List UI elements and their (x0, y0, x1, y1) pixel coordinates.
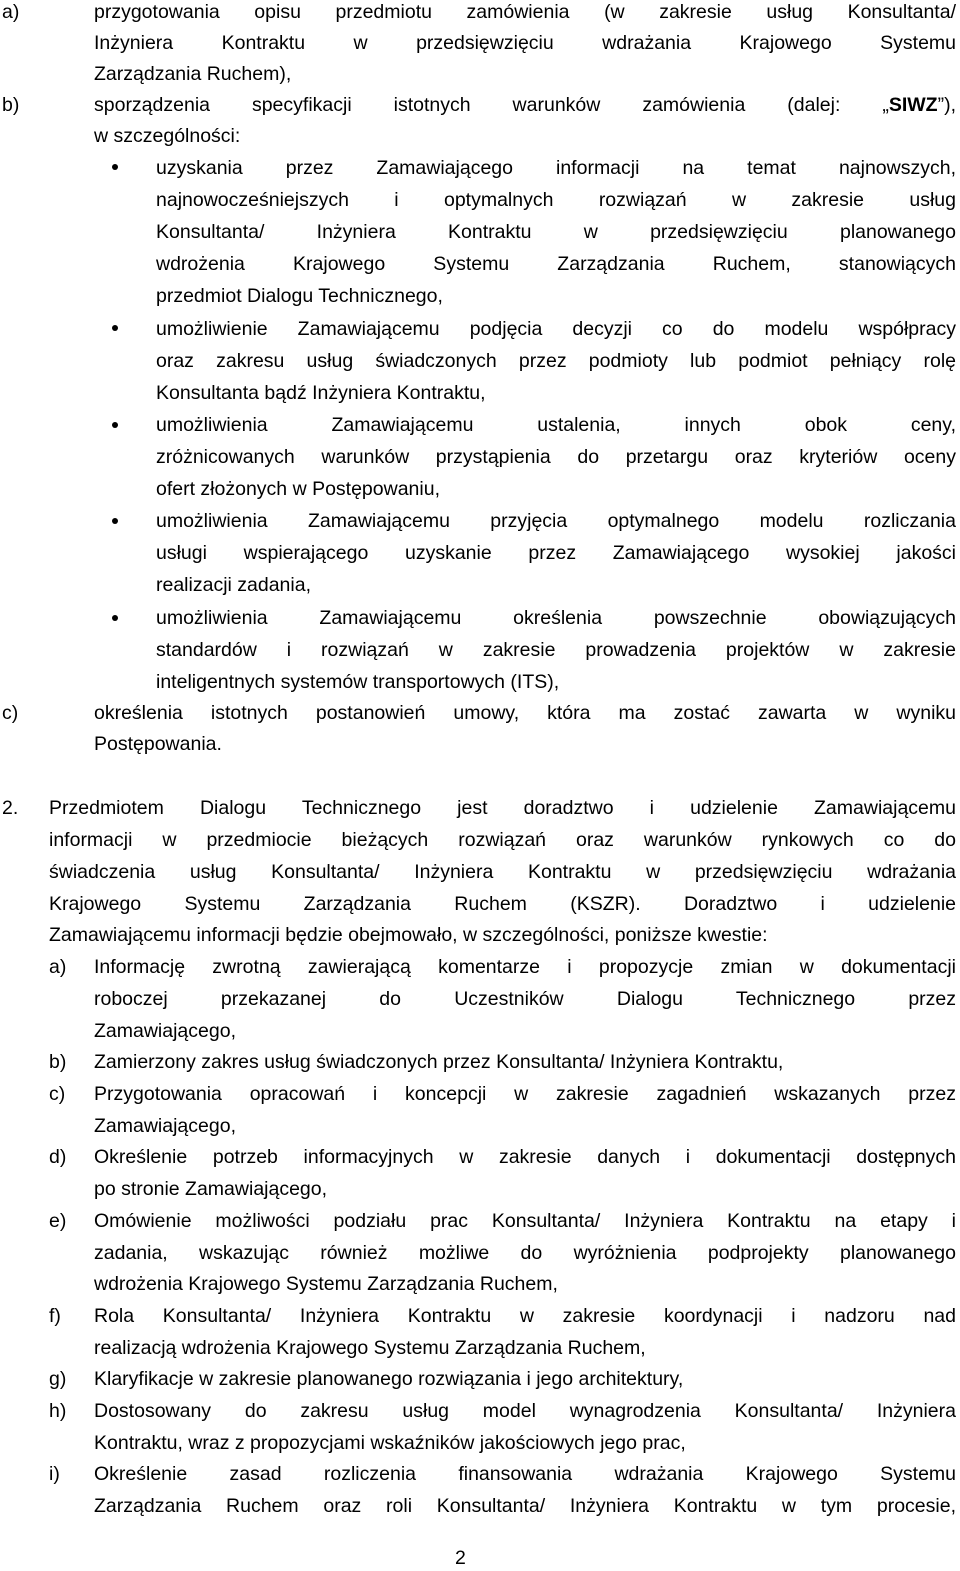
text-line: Krajowego Systemu Zarządzania Ruchem (KSZR). Doradztwo i udzielenie (49, 893, 956, 915)
bullet-icon (112, 615, 118, 621)
bullet-icon (112, 325, 118, 331)
text-line: wdrożenia Krajowego Systemu Zarządzania Ruchem, stanowiących (156, 253, 956, 275)
text-line: w szczególności: (94, 125, 241, 147)
list-label: b) (2, 94, 20, 116)
text-line: określenia istotnych postanowień umowy, która ma zostać zawarta w wyniku (94, 702, 956, 724)
text-line: oraz zakresu usług świadczonych przez podmioty lub podmiot pełniący rolę (156, 350, 956, 372)
text-line: standardów i rozwiązań w zakresie prowadzenia projektów w zakresie (156, 639, 956, 661)
text-line: Przygotowania opracowań i koncepcji w zakresie zagadnień wskazanych przez (94, 1083, 956, 1105)
bullet-icon (112, 164, 118, 170)
text-line: Inżyniera Kontraktu w przedsięwzięciu wdrażania Krajowego Systemu (94, 32, 956, 54)
text-line: Zamawiającego, (94, 1020, 236, 1042)
list-label: i) (49, 1463, 60, 1485)
text-line: przedmiot Dialogu Technicznego, (156, 285, 443, 307)
list-label: a) (2, 1, 20, 23)
text-line: Konsultanta/ Inżyniera Kontraktu w przedsięwzięciu planowanego (156, 221, 956, 243)
text-line: realizacji zadania, (156, 574, 312, 596)
list-label: h) (49, 1400, 67, 1422)
text-line: najnowocześniejszych i optymalnych rozwiązań w zakresie usług (156, 189, 956, 211)
text-line: Zamawiającemu informacji będzie obejmowało, w szczególności, poniższe kwestie: (49, 924, 768, 946)
text-line: umożliwienia Zamawiającemu przyjęcia optymalnego modelu rozliczania (156, 510, 956, 532)
text-line: wdrożenia Krajowego Systemu Zarządzania Ruchem, (94, 1273, 558, 1295)
text-line: informacji w przedmiocie bieżących rozwiązań oraz warunków rynkowych co do (49, 829, 956, 851)
text-line: zadania, wskazując również możliwe do wyróżnienia podprojekty planowanego (94, 1242, 956, 1264)
text-line: umożliwienia Zamawiającemu określenia powszechnie obowiązujących (156, 607, 956, 629)
text-line: Rola Konsultanta/ Inżyniera Kontraktu w zakresie koordynacji i nadzoru nad (94, 1305, 956, 1327)
list-label: c) (49, 1083, 66, 1105)
text-line: Określenie potrzeb informacyjnych w zakresie danych i dokumentacji dostępnych (94, 1146, 956, 1168)
text-line: Zamierzony zakres usług świadczonych przez Konsultanta/ Inżyniera Kontraktu, (94, 1051, 784, 1073)
text-line: realizacją wdrożenia Krajowego Systemu Zarządzania Ruchem, (94, 1337, 646, 1359)
text-line: Określenie zasad rozliczenia finansowania wdrażania Krajowego Systemu (94, 1463, 956, 1485)
text-line: sporządzenia specyfikacji istotnych warunków zamówienia (dalej: „SIWZ”), (94, 94, 956, 116)
text-line: Omówienie możliwości podziału prac Konsultanta/ Inżyniera Kontraktu na etapy i (94, 1210, 956, 1232)
text-line: Postępowania. (94, 733, 222, 755)
bullet-icon (112, 518, 118, 524)
text-line: Informację zwrotną zawierającą komentarze i propozycje zmian w dokumentacji (94, 956, 956, 978)
siwz-abbreviation: SIWZ (888, 94, 938, 116)
text-line: świadczenia usług Konsultanta/ Inżyniera Kontraktu w przedsięwzięciu wdrażania (49, 861, 956, 883)
bullet-icon (112, 422, 118, 428)
list-label: d) (49, 1146, 67, 1168)
text-line: Zarządzania Ruchem), (94, 63, 292, 85)
text-line: Przedmiotem Dialogu Technicznego jest doradztwo i udzielenie Zamawiającemu (49, 797, 956, 819)
text-line: Klaryfikacje w zakresie planowanego rozwiązania i jego architektury, (94, 1368, 684, 1390)
text-line: ofert złożonych w Postępowaniu, (156, 478, 440, 500)
list-label: f) (49, 1305, 61, 1327)
text-line: roboczej przekazanej do Uczestników Dialogu Technicznego przez (94, 988, 956, 1010)
text-line: umożliwienie Zamawiającemu podjęcia decyzji co do modelu współpracy (156, 318, 956, 340)
text-line: po stronie Zamawiającego, (94, 1178, 328, 1200)
text-line: uzyskania przez Zamawiającego informacji na temat najnowszych, (156, 157, 956, 179)
list-label: c) (2, 702, 19, 724)
text-line: przygotowania opisu przedmiotu zamówienia (w zakresie usług Konsultanta/ (94, 1, 956, 23)
page-number: 2 (455, 1547, 466, 1569)
text-line: inteligentnych systemów transportowych (ITS), (156, 671, 560, 693)
text-line: Zarządzania Ruchem oraz roli Konsultanta/ Inżyniera Kontraktu w tym procesie, (94, 1495, 956, 1517)
text-line: Kontraktu, wraz z propozycjami wskaźników jakościowych jego prac, (94, 1432, 686, 1454)
list-label: a) (49, 956, 67, 978)
text-line: Zamawiającego, (94, 1115, 236, 1137)
text-line: Konsultanta bądź Inżyniera Kontraktu, (156, 382, 486, 404)
text-line: zróżnicowanych warunków przystąpienia do przetargu oraz kryteriów oceny (156, 446, 956, 468)
text-line: umożliwienia Zamawiającemu ustalenia, innych obok ceny, (156, 414, 956, 436)
text-line: Dostosowany do zakresu usług model wynagrodzenia Konsultanta/ Inżyniera (94, 1400, 956, 1422)
list-label: g) (49, 1368, 67, 1390)
section-number: 2. (2, 797, 19, 819)
text-line: usługi wspierającego uzyskanie przez Zamawiającego wysokiej jakości (156, 542, 956, 564)
list-label: e) (49, 1210, 67, 1232)
list-label: b) (49, 1051, 67, 1073)
